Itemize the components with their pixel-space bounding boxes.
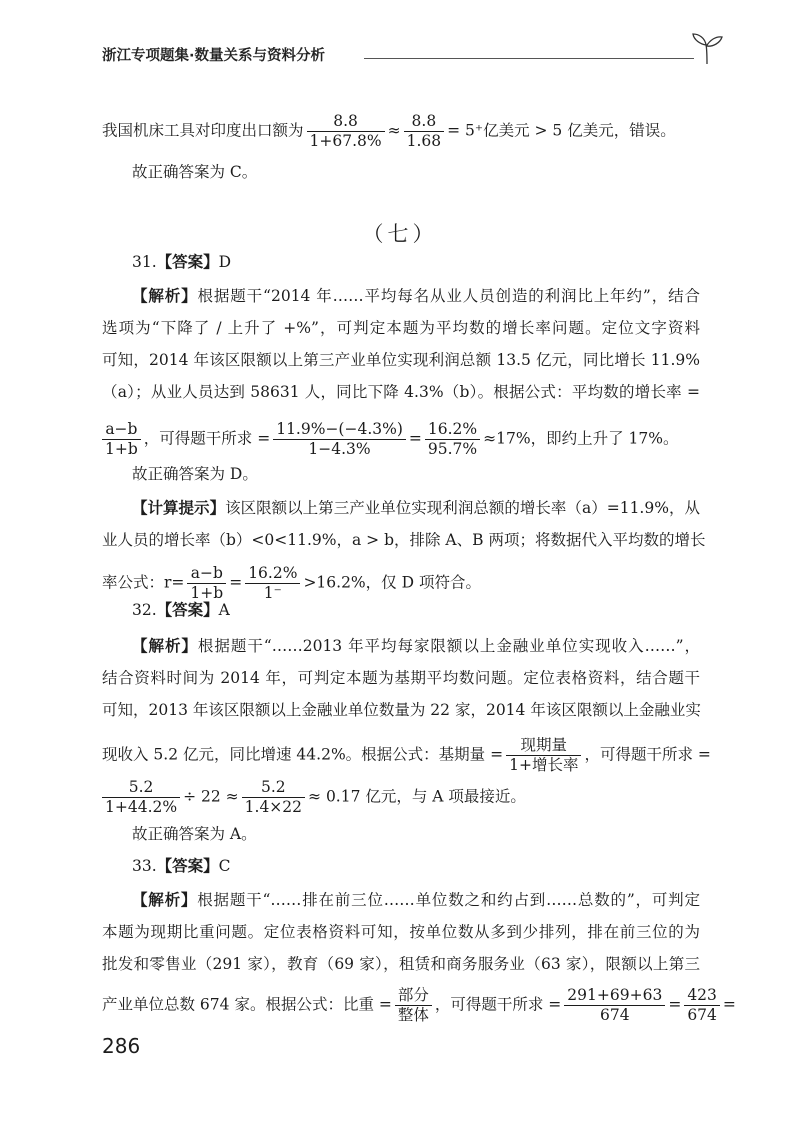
fraction: [242, 778, 305, 817]
answer-value: A: [218, 601, 230, 619]
q33-analysis-line: 本题为现期比重问题。定位表格资料可知，按单位数从多到少排列，排在前三位的为: [102, 923, 700, 941]
q33-answer-line: [132, 856, 231, 876]
q31-tip-line: 业人员的增长率（b）<0<11.9%，a > b，排除 A、B 两项；将数据代入平均数的增长: [102, 531, 706, 549]
fraction: [102, 420, 141, 459]
formula-text: ≈ 0.17 亿元，与 A 项最接近。: [308, 787, 526, 806]
fraction: [395, 986, 432, 1025]
fraction-denominator: 1+b: [105, 440, 138, 458]
formula-text: ，可得题干所求 =: [584, 745, 711, 764]
paragraph-text: 该区限额以上第三产业单位实现利润总额的增长率（a）=11.9%，从: [225, 499, 700, 517]
fraction-numerator: a−b: [102, 420, 141, 440]
fraction-denominator: 整体: [397, 1006, 429, 1024]
paragraph-text: 根据题干“2014 年……平均每名从业人员创造的利润比上年约”，结合: [197, 287, 700, 305]
fraction: [404, 112, 445, 151]
fraction-denominator: 1+44.2%: [105, 798, 178, 816]
formula-text: ÷ 22 ≈: [183, 787, 239, 806]
analysis-label: 【解析】: [132, 891, 198, 909]
fraction: [684, 986, 720, 1025]
q31-tip-formula-line: 率公式：r= $\frac{a-b}{1+b}$ = $\frac{16.2\%}{1^-}$ >16.2%，仅 D 项符合。: [102, 564, 481, 602]
fraction: [425, 420, 480, 459]
q32-conclusion: 故正确答案为 A。: [132, 825, 257, 843]
fraction-denominator: 1−4.3%: [308, 440, 371, 458]
q32-answer-line: [132, 600, 230, 620]
q33-analysis-line: 批发和零售业（291 家），教育（69 家），租赁和商务服务业（63 家），限额以上第三: [102, 955, 700, 973]
fraction: [506, 736, 581, 775]
formula-text: 现收入 5.2 亿元，同比增速 44.2%。根据公式：基期量 =: [102, 745, 504, 764]
fraction-numerator: 现期量: [506, 736, 581, 756]
fraction-denominator: 674: [600, 1006, 630, 1024]
question-number: 32.: [132, 601, 157, 619]
fraction: [564, 986, 665, 1025]
fraction-denominator: 1.68: [406, 132, 442, 150]
paragraph-text: 根据题干“……排在前三位……单位数之和约占到……总数的”，可判定: [197, 891, 700, 909]
q31-answer-line: [132, 252, 231, 272]
question-number: 31.: [132, 253, 157, 271]
q33-formula-line: 产业单位总数 674 家。根据公式：比重 = 部分 整体 ，可得题干所求 = $\frac{291+69+63}{674}$ = $\frac{423}{674}$ =: [102, 986, 736, 1024]
fraction: [273, 420, 406, 459]
fraction: [245, 564, 300, 603]
q31-tip-line: [132, 498, 700, 518]
answer-label: 【答案】: [156, 857, 219, 875]
q31-formula-line: $\frac{a-b}{1+b}$ ，可得题干所求 = $\frac{11.9\%-(-4.3\%)}{1-4.3\%}$ = $\frac{16.2\%}{95.7\%}$ ≈17%，即约上升了 17%。: [102, 420, 678, 459]
formula-text: 产业单位总数 674 家。根据公式：比重 =: [102, 995, 392, 1014]
q31-analysis-line: 可知，2014 年该区限额以上第三产业单位实现利润总额 13.5 亿元，同比增长 11.9%: [102, 351, 700, 369]
formula-text: =: [722, 995, 736, 1014]
fraction-numerator: 11.9%−(−4.3%): [273, 420, 406, 440]
fraction-denominator: 1⁻: [263, 584, 282, 602]
paragraph-text: 根据题干“……2013 年平均每家限额以上金融业单位实现收入……”，: [197, 637, 700, 655]
fraction-numerator: 8.8: [404, 112, 445, 132]
q33-analysis-line: [132, 890, 700, 910]
formula-text: 率公式：r=: [102, 573, 185, 592]
fraction-numerator: 16.2%: [425, 420, 480, 440]
formula-text: ≈17%，即约上升了 17%。: [483, 429, 679, 448]
answer-value: C: [218, 857, 231, 875]
fraction-denominator: 1+67.8%: [309, 132, 382, 150]
formula-text: ，可得题干所求 =: [143, 429, 271, 448]
fraction-denominator: 1+b: [190, 584, 224, 602]
fraction-numerator: 423: [684, 986, 720, 1006]
header-title: 浙江专项题集·数量关系与资料分析: [102, 48, 326, 64]
tip-label: 【计算提示】: [132, 499, 226, 517]
q32-analysis-line: 结合资料时间为 2014 年，可判定本题为基期平均数问题。定位表格资料，结合题干: [102, 669, 700, 687]
question-number: 33.: [132, 857, 157, 875]
fraction-denominator: 1.4×22: [244, 798, 303, 816]
intro-text: 我国机床工具对印度出口额为: [102, 121, 304, 140]
analysis-label: 【解析】: [132, 637, 198, 655]
fraction: [102, 778, 180, 817]
sprout-icon: [690, 30, 724, 66]
fraction-numerator: 291+69+63: [564, 986, 665, 1006]
intro-calc-line: 我国机床工具对印度出口额为 $\frac{8.8}{1+67.8\%}$ ≈ $\frac{8.8}{1.68}$ = 5⁺亿美元 > 5 亿美元，错误。: [102, 112, 676, 150]
header-rule: [364, 58, 694, 59]
intro-conclusion: 故正确答案为 C。: [132, 163, 258, 181]
fraction-denominator: 1+增长率: [509, 756, 579, 774]
q32-analysis-line: 可知，2013 年该区限额以上金融业单位数量为 22 家，2014 年该区限额以上金融业实: [102, 701, 701, 719]
answer-label: 【答案】: [156, 601, 219, 619]
formula-text: >16.2%，仅 D 项符合。: [303, 573, 481, 592]
q32-analysis-line: [132, 636, 700, 656]
q31-conclusion: 故正确答案为 D。: [132, 465, 258, 483]
fraction-numerator: 5.2: [242, 778, 305, 798]
section-title: （七）: [362, 222, 438, 246]
fraction: [307, 112, 385, 151]
q31-analysis-line: （a）；从业人员达到 58631 人，同比下降 4.3%（b）。根据公式：平均数的增长率 =: [102, 383, 700, 401]
intro-text: = 5⁺亿美元 > 5 亿美元，错误。: [447, 121, 676, 140]
fraction-numerator: 16.2%: [245, 564, 300, 584]
answer-value: D: [218, 253, 232, 271]
answer-label: 【答案】: [156, 253, 219, 271]
fraction-numerator: 8.8: [307, 112, 385, 132]
fraction: [187, 564, 226, 603]
q32-formula-line: [102, 778, 526, 817]
fraction-numerator: 5.2: [102, 778, 180, 798]
running-header: [102, 28, 722, 68]
q31-analysis-line: [132, 286, 700, 306]
q31-analysis-line: 选项为“下降了 / 上升了 +%”，可判定本题为平均数的增长率问题。定位文字资料: [102, 319, 700, 337]
page-number: 286: [102, 1034, 141, 1058]
fraction-denominator: 674: [687, 1006, 717, 1024]
fraction-numerator: 部分: [395, 986, 432, 1006]
formula-text: ，可得题干所求 =: [434, 995, 562, 1014]
analysis-label: 【解析】: [132, 287, 198, 305]
q32-formula-line: [102, 736, 711, 775]
fraction-denominator: 95.7%: [427, 440, 478, 458]
fraction-numerator: a−b: [187, 564, 226, 584]
